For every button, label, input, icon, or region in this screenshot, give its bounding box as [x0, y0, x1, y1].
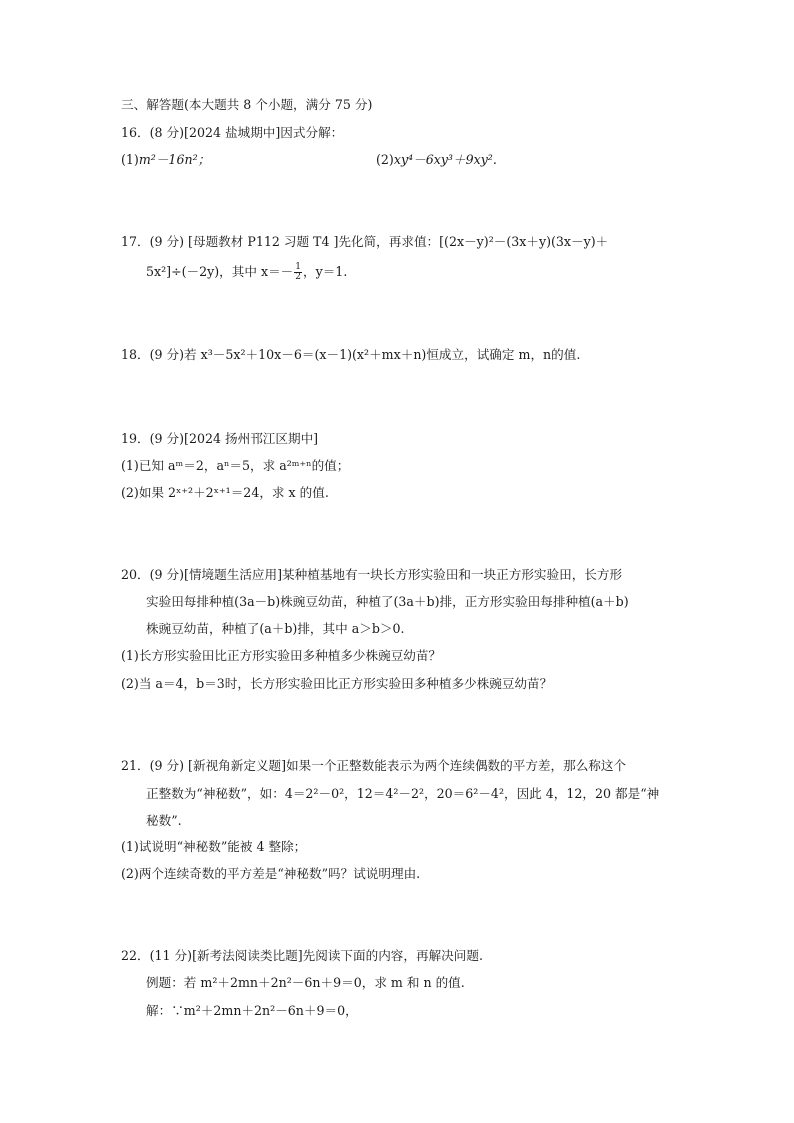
question-18: 18．(9 分)若 x³－5x²＋10x－6＝(x－1)(x²＋mx＋n)恒成立，试确定 m，n的值.	[121, 347, 581, 362]
question-17-condition-end: ，y＝1.	[303, 264, 348, 279]
fraction-denominator: 2	[295, 272, 301, 282]
question-21-line-3: 秘数”.	[146, 813, 182, 828]
question-17-condition: 5x²]÷(－2y)，其中 x＝－	[146, 264, 294, 279]
question-21-part-2: (2)两个连续奇数的平方差是“神秘数”吗？试说明理由.	[121, 866, 421, 881]
question-19-header: 19．(9 分)[2024 扬州邗江区期中]	[121, 431, 319, 446]
question-16-part-1	[121, 151, 210, 169]
question-22-solution: 解：∵m²＋2mn＋2n²－6n＋9＝0，	[146, 1003, 358, 1018]
fraction	[294, 263, 302, 282]
question-20-line-3: 株豌豆幼苗，种植了(a＋b)排，其中 a＞b＞0.	[146, 621, 405, 636]
question-21-part-1: (1)试说明“神秘数”能被 4 整除；	[121, 839, 307, 854]
question-21-line-1: 21．(9 分) [新视角新定义题]如果一个正整数能表示为两个连续偶数的平方差，那么称这个	[121, 758, 627, 773]
question-17-line-2	[146, 263, 347, 282]
question-22-example: 例题：若 m²＋2mn＋2n²－6n＋9＝0，求 m 和 n 的值.	[146, 975, 465, 990]
question-16-header: 16．(8 分)[2024 盐城期中]因式分解：	[121, 125, 344, 140]
question-20-line-1: 20．(9 分)[情境题生活应用]某种植基地有一块长方形实验田和一块正方形实验田，长方形	[121, 567, 623, 582]
question-20-part-2: (2)当 a＝4，b＝3时，长方形实验田比正方形实验田多种植多少株豌豆幼苗？	[121, 676, 553, 691]
math-expression: m²－16n²；	[138, 152, 211, 167]
part-label: (2)	[376, 152, 394, 167]
question-16-part-2	[376, 151, 497, 169]
part-label: (1)	[121, 152, 139, 167]
question-20-line-2: 实验田每排种植(3a－b)株豌豆幼苗，种植了(3a＋b)排，正方形实验田每排种植(a＋b)	[146, 594, 629, 609]
section-heading: 三、解答题(本大题共 8 个小题，满分 75 分)	[121, 97, 373, 112]
math-expression: xy⁴－6xy³＋9xy².	[393, 152, 497, 167]
question-21-line-2: 正整数为“神秘数”，如：4＝2²－0²，12＝4²－2²，20＝6²－4²，因此 4，12，20 都是“神	[146, 786, 660, 801]
question-22-line-1: 22．(11 分)[新考法阅读类比题]先阅读下面的内容，再解决问题.	[121, 948, 483, 963]
question-17-line-1: 17．(9 分) [母题教材 P112 习题 T4 ]先化简，再求值：[(2x－y)²－(3x＋y)(3x－y)＋	[121, 234, 609, 249]
question-19-part-2: (2)如果 2ˣ⁺²＋2ˣ⁺¹＝24，求 x 的值.	[121, 485, 329, 500]
question-20-part-1: (1)长方形实验田比正方形实验田多种植多少株豌豆幼苗？	[121, 648, 442, 663]
fraction-numerator: 1	[295, 262, 301, 272]
question-19-part-1: (1)已知 aᵐ＝2，aⁿ＝5，求 a²ᵐ⁺ⁿ的值；	[121, 458, 350, 473]
